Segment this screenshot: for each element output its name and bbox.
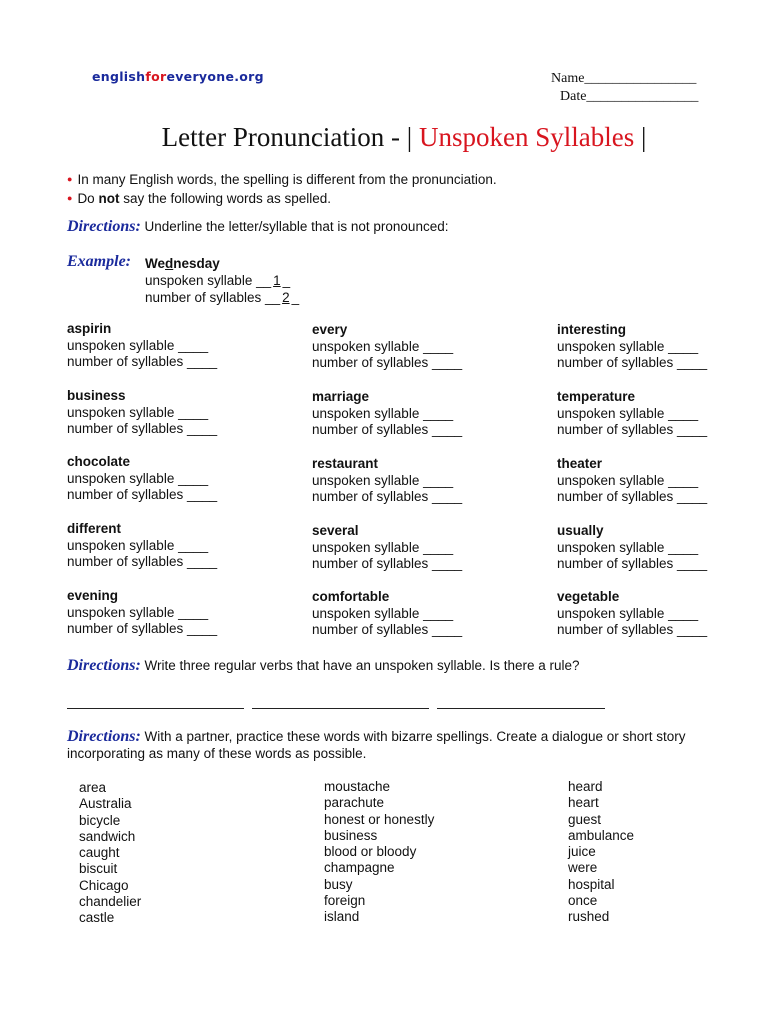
bullet-dot-icon: ●	[67, 174, 73, 184]
unspoken-syllable-field[interactable]: unspoken syllable ____	[67, 470, 209, 486]
list-item: busy	[324, 876, 353, 892]
number-of-syllables-field[interactable]: number of syllables ____	[312, 556, 463, 571]
bullet-item: ● Do not say the following words as spelled.	[67, 191, 332, 206]
number-of-syllables-field[interactable]: number of syllables ____	[557, 489, 708, 504]
bizarre-word-list-1	[79, 780, 141, 927]
list-item: guest	[568, 811, 602, 827]
list-item: sandwich	[79, 828, 136, 844]
list-item: Chicago	[79, 877, 129, 893]
unspoken-syllable-field[interactable]: unspoken syllable ____	[67, 404, 209, 420]
answer-line-2[interactable]	[252, 708, 429, 709]
word-item: restaurant unspoken syllable ____ number of syllables ____	[312, 456, 463, 504]
word-item: every unspoken syllable ____ number of syllables ____	[312, 322, 463, 370]
number-of-syllables-field[interactable]: number of syllables ____	[557, 355, 708, 370]
list-item: parachute	[324, 795, 385, 811]
directions-verbs: Directions: Write three regular verbs that have an unspoken syllable. Is there a rule?	[67, 657, 580, 674]
list-item: bicycle	[79, 812, 121, 828]
example-unspoken: unspoken syllable __ 1 _	[145, 273, 291, 288]
list-item: honest or honestly	[324, 811, 435, 827]
example-syllables: number of syllables __ 2 _	[145, 290, 300, 305]
unspoken-syllable-field[interactable]: unspoken syllable ____	[67, 337, 209, 353]
unspoken-syllable-field[interactable]: unspoken syllable ____	[312, 338, 454, 354]
list-item: juice	[568, 844, 596, 860]
list-item: Australia	[79, 796, 132, 812]
word-item: temperature unspoken syllable ____ number of syllables ____	[557, 389, 708, 437]
bizarre-word-list-2	[324, 779, 434, 926]
bullet-item: ● In many English words, the spelling is different from the pronunciation.	[67, 172, 497, 187]
list-item: moustache	[324, 779, 391, 794]
list-item: blood or bloody	[324, 844, 417, 860]
number-of-syllables-field[interactable]: number of syllables ____	[312, 489, 463, 504]
word-item: vegetable unspoken syllable ____ number of syllables ____	[557, 589, 708, 637]
number-of-syllables-field[interactable]: number of syllables ____	[557, 622, 708, 637]
unspoken-syllable-field[interactable]: unspoken syllable ____	[557, 605, 699, 621]
answer-line-1[interactable]	[67, 708, 244, 709]
name-field[interactable]: Name________________	[551, 71, 697, 86]
word-item: chocolate unspoken syllable ____ number of syllables ____	[67, 454, 218, 502]
unspoken-syllable-field[interactable]: unspoken syllable ____	[67, 537, 209, 553]
unspoken-syllable-field[interactable]: unspoken syllable ____	[312, 605, 454, 621]
list-item: rushed	[568, 909, 610, 925]
example-word: Wednesday	[145, 256, 220, 271]
list-item: champagne	[324, 860, 395, 876]
unspoken-syllable-field[interactable]: unspoken syllable ____	[67, 604, 209, 620]
list-item: business	[324, 827, 378, 843]
intro-bullets	[67, 171, 497, 209]
word-item: interesting unspoken syllable ____ number of syllables ____	[557, 322, 708, 370]
list-item: ambulance	[568, 827, 635, 843]
unspoken-syllable-field[interactable]: unspoken syllable ____	[557, 472, 699, 488]
page-title: Letter Pronunciation - | Unspoken Syllables |	[161, 122, 647, 152]
number-of-syllables-field[interactable]: number of syllables ____	[557, 556, 708, 571]
number-of-syllables-field[interactable]: number of syllables ____	[67, 487, 218, 502]
date-field[interactable]: Date________________	[560, 89, 699, 104]
word-item: several unspoken syllable ____ number of syllables ____	[312, 523, 463, 571]
list-item: heard	[568, 779, 603, 794]
list-item: chandelier	[79, 894, 142, 910]
unspoken-syllable-field[interactable]: unspoken syllable ____	[312, 472, 454, 488]
number-of-syllables-field[interactable]: number of syllables ____	[312, 422, 463, 437]
bullet-dot-icon: ●	[67, 193, 73, 203]
number-of-syllables-field[interactable]: number of syllables ____	[67, 621, 218, 636]
name-date-block	[551, 70, 698, 106]
unspoken-syllable-field[interactable]: unspoken syllable ____	[557, 338, 699, 354]
number-of-syllables-field[interactable]: number of syllables ____	[557, 422, 708, 437]
number-of-syllables-field[interactable]: number of syllables ____	[67, 421, 218, 436]
word-item: comfortable unspoken syllable ____ number of syllables ____	[312, 589, 463, 637]
list-item: caught	[79, 845, 120, 861]
list-item: castle	[79, 910, 115, 926]
directions-dialogue: Directions: With a partner, practice these words with bizarre spellings. Create a dialogue or short story incorporating as many of these words as possible.	[67, 728, 686, 761]
word-item: marriage unspoken syllable ____ number of syllables ____	[312, 389, 463, 437]
number-of-syllables-field[interactable]: number of syllables ____	[67, 354, 218, 369]
list-item: area	[79, 780, 107, 795]
word-item: usually unspoken syllable ____ number of syllables ____	[557, 523, 708, 571]
number-of-syllables-field[interactable]: number of syllables ____	[67, 554, 218, 569]
list-item: hospital	[568, 876, 615, 892]
unspoken-syllable-field[interactable]: unspoken syllable ____	[557, 539, 699, 555]
word-item: evening unspoken syllable ____ number of syllables ____	[67, 588, 218, 636]
unspoken-syllable-field[interactable]: unspoken syllable ____	[312, 405, 454, 421]
answer-line-3[interactable]	[437, 708, 605, 709]
site-logo: englishforeveryone.org	[92, 69, 264, 84]
list-item: were	[568, 860, 598, 876]
number-of-syllables-field[interactable]: number of syllables ____	[312, 355, 463, 370]
bizarre-word-list-3	[568, 779, 634, 926]
list-item: heart	[568, 795, 599, 811]
number-of-syllables-field[interactable]: number of syllables ____	[312, 622, 463, 637]
word-item: aspirin unspoken syllable ____ number of syllables ____	[67, 321, 218, 369]
list-item: foreign	[324, 893, 366, 909]
directions-underline: Directions: Underline the letter/syllable that is not pronounced:	[67, 218, 449, 235]
word-item: theater unspoken syllable ____ number of syllables ____	[557, 456, 708, 504]
list-item: once	[568, 893, 598, 909]
word-item: different unspoken syllable ____ number of syllables ____	[67, 521, 218, 569]
unspoken-syllable-field[interactable]: unspoken syllable ____	[312, 539, 454, 555]
list-item: biscuit	[79, 861, 118, 877]
unspoken-syllable-field[interactable]: unspoken syllable ____	[557, 405, 699, 421]
list-item: island	[324, 909, 360, 925]
word-item: business unspoken syllable ____ number of syllables ____	[67, 388, 218, 436]
